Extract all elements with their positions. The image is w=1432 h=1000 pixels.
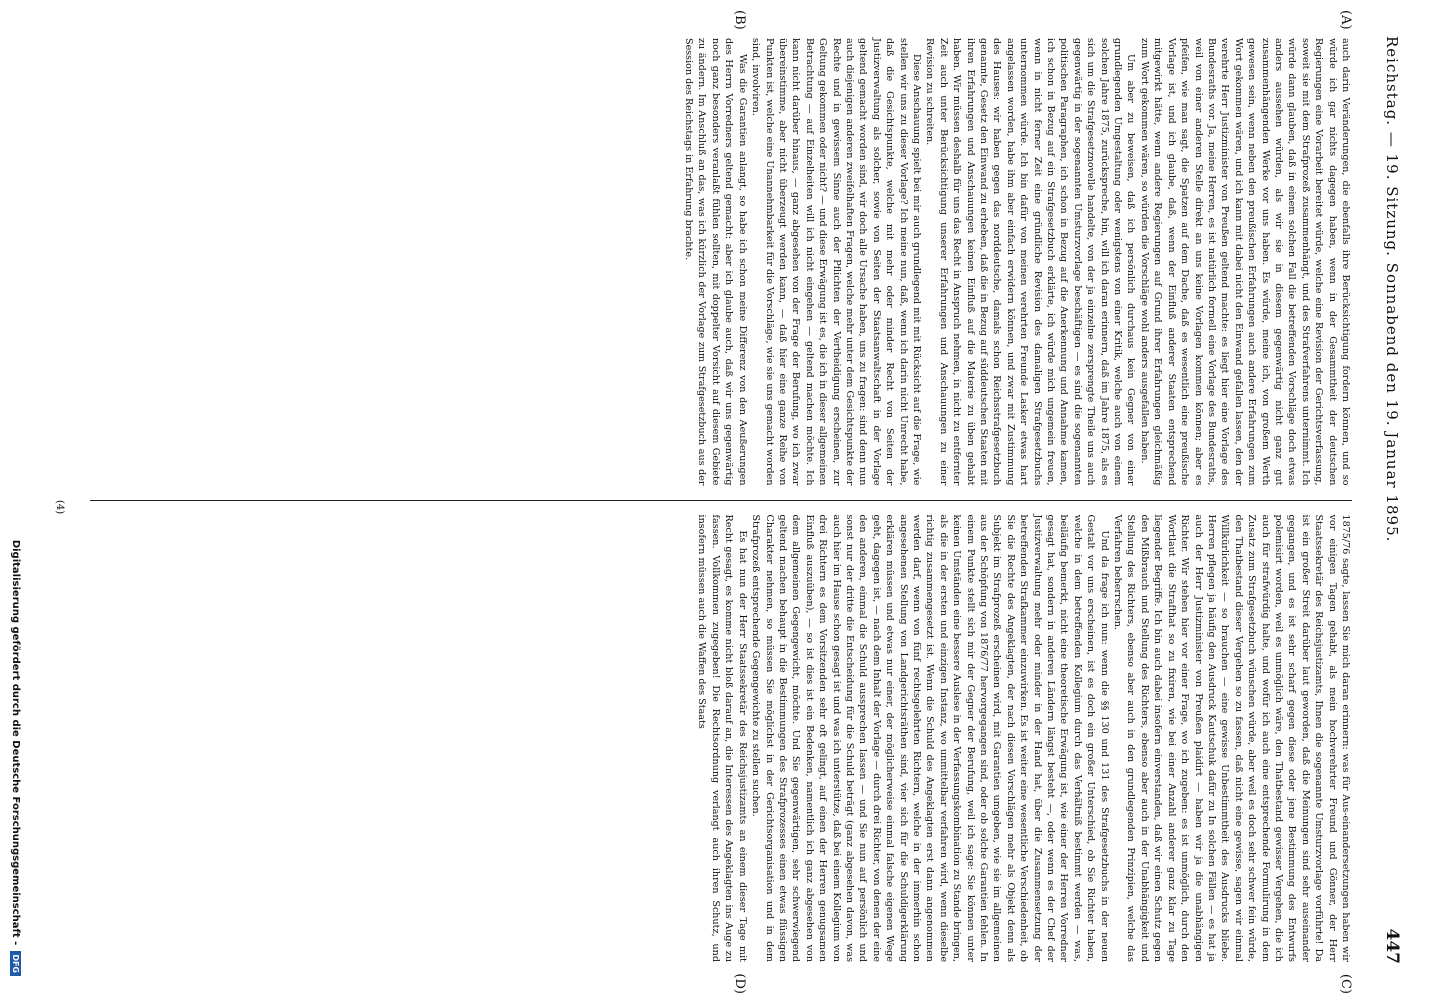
- paragraph: Was die Garantien anlangt, so habe ich schon meine Differenz von den Aeußerungen des Herrn Vorredners geltend gemacht: aber ich glaube auch, daß wir uns gegenwärtig noch ganz besonders veranlaßt fühlen sollten, mit doppelter Vorsicht auf diesem Gebiete zu ändern. Im Anschluß an das, was ich kürzlich der Vorlage zum Strafgesetzbuch aus der Session des Reichstags in Erfahrung brachte.: [683, 38, 748, 486]
- paragraph: Es hat nun der Herr Staatssekretär des Reichsjustizamts an einem dieser Tage mit Recht gesagt, es komme nicht bloß darauf an, die Interessen des Angeklagten ins Auge zu fassen. Vollkommen zugegeben! Die Rechtsordnung verlangt auch ihren Schutz, und insofern müssen auch die Waffen des Staats: [696, 514, 748, 962]
- margin-letter-a: (A): [1338, 10, 1353, 30]
- paragraph: Diese Anschauung spielt bei mir auch grundlegend mit mit Rücksicht auf die Frage, wie stellen wir uns zu dieser Vorlage? Ich meine nun, daß, wenn ich darin nicht Unrecht habe, daß die Gesichtspunkte, welche mit mehr oder minder Recht von Seiten der Justizverwaltung als solcher, sowie von Seiten der Staatsanwaltschaft in der Vorlage geltend gemacht worden sind, wir doch alle Ursache haben, uns zu fragen: sind denn nun auch diejenigen anderen zweifelhaften Fragen, welche mehr unter dem Gesichtspunkte der Rechte und in gewissem Sinne auch der Pflichten der Vertheidigung erscheinen, zur Geltung gekommen oder nicht? — und diese Erwägung ist es, die ich in dieser allgemeinen Betrachtung — auf Einzelheiten will ich nicht eingehen — geltend machen möchte. Ich kann nicht darüber hinaus, — ganz abgesehen von der Frage der Berufung, wo ich zwar übereinstimme, aber nicht überzeugt werden kann, — daß hier eine ganze Reihe von Punkten ist, welche eine Unannehmbarkeit für die Vorschläge, wie sie uns gemacht worden sind, involviren.: [750, 38, 922, 486]
- paragraph: Um aber zu beweisen, daß ich persönlich durchaus kein Gegner von einer grundlegenden Umgestaltung oder wenigstens von einer Kritik, welche auch von einem solchen Jahre 1875, zurückspreche, bin, will ich daran erinnern, daß im Jahre 1875, als es sich um die Strafgesetznovelle handelte, von der ja einzelne zersprengte Theile uns auch gegenwärtig in der sogenannten Umsturzvorlage beschäftigen — es sind die sogenannten politischen Paragraphen, ich schon in Bezug auf die Anerkennung und Annahme kamen, ich schon in Bezug auf ein Strafgesetzbuch erklärte, ich würde mich ungemein freuen, wenn in nicht ferner Zeit eine gründliche Revision des damaligen Strafgesetzbuchs unternommen würde. Ich bin dafür von meinen verehrten Freunde Lasker etwas hart angelassen worden, habe ihm aber einfach erwidern können, und zwar mit Zustimmung des Hauses: wir haben gegen das norddeutsche, damals schon Reichsstrafgesetzbuch genannte, Gesetz den Einwand zu erheben, daß die in Bezug auf süddeutschen Staaten mit ihren Erfahrungen und Anschauungen keinen Einfluß auf die Materie zu üben gehabt haben. Wir müssen deshalb für uns das Recht in Anspruch nehmen, in nicht zu entfernter Zeit auch unter Berücksichtigung unserer Erfahrungen und Anschauungen zu einer Revision zu schreiten.: [924, 38, 1137, 486]
- margin-letter-b: (B): [732, 10, 748, 30]
- margin-letter-c: (C): [1338, 973, 1353, 994]
- text-columns: [90, 10, 1353, 994]
- page-number: 447: [1382, 928, 1402, 964]
- digitization-text: Digitalisierung gefördert durch die Deutsche Forschungsgemeinschaft -: [10, 539, 21, 946]
- paragraph: 1875/76 sagte, lassen Sie mich daran erinnern: was für Aus-einandersetzungen haben wir vor einigen Tagen gehabt, als mein hochverehrter Freund und Gönner, der Herr Staatssekretär des Reichsjustizamts, Ihnen die sogenannte Umsturzvorlage vorführte! Da ist ein großer Streit darüber laut geworden, daß die Meinungen sind sehr auseinander gegangen, und es ist sehr scharf gegen diese oder jene Bestimmung des Entwurfs polemisirt worden, weil es unmöglich wäre, den Thatbestand gewisser Vergehen, die ich auch für strafwürdig halte, und wofür ich auch eine entsprechende Formulirung in dem Zusatz zum Strafgesetzbuch wünschen würde, aber weil es doch sehr schwer fein würde, den Thatbestand dieser Vergehen so zu fassen, daß nicht eine gewisse, sagen wir einmal Willkürlichkeit — so brauchen — eine gewisse Unbestimmtheit des Ausdrucks bliebe. Herren pflegen ja häufig den Ausdruck Kautschuk dafür zu In solchen Fällen — es hat ja auch der Herr Justizminister von Preußen plaidirt — haben wir ja die unabhängigen Richter. Wir stehen hier vor einer Frage, wo ich zugeben: es ist unmöglich, durch den Wortlaut die Strafthat so zu fixiren, wie bei einer Anzahl anderer ganz klar zu Tage liegender Begriffe. Ich bin auch dabei insofern einverstanden, daß wir einen Schutz gegen den Mißbrauch und Stellung des Richters, ebenso aber auch in der Unabhängigkeit und Stellung des Richters, ebenso aber auch in den grundlegenden Prinzipien, welche das Verfahren beherrschen.: [1112, 514, 1351, 962]
- dfg-logo: DFG: [10, 951, 21, 976]
- right-column: [90, 501, 1353, 994]
- paragraph: auch darin Veränderungen, die ebenfalls ihre Berücksichtigung fordern können, und so würde ich gar nichts dagegen haben, wenn in der Gesammtheit der deutschen Regierungen eine Vorarbeit bereitet würde, welche eine Revision der Gerichtsverfassung, soweit sie mit dem Strafprozeß zusammenhängt, und des Strafverfahrens unternimmt. Ich würde dann glauben, daß in einem solchen Fall die betreffenden Vorschläge doch etwas anders aussehen würden, als wir sie in diesem gegenwärtig nicht ganz gut zusammenhängenden Werke vor uns haben. Es würde, meine ich, von großem Werth gewesen sein, wenn neben den preußischen Erfahrungen auch andere Erfahrungen zum Wort gekommen wären, und ich kann mit dabei nicht den Einwand gefallen lassen, den der verehrte Herr Justizminister von Preußen geltend machte: es liegt hier eine Vorlage des Bundesraths vor. Ja, meine Herren, es ist natürlich formell eine Vorlage des Bundesraths, weil von einer anderen Stelle direkt an uns keine Vorlagen kommen können; aber es pfeifen, wie man sagt, die Spatzen auf dem Dache, daß es wesentlich eine preußische Vorlage ist, und ich glaube, daß, wenn der Einfluß anderer Staaten entsprechend mitgewirkt hätte, wenn andere Regierungen auf Grund ihrer Erfahrungen gleichmäßig zum Wort gekommen wären, so würden die Vorschläge wohl anders ausgefallen haben.: [1138, 38, 1351, 486]
- paragraph: Und da frage ich nun: wenn die §§ 130 und 131 des Strafgesetzbuchs in der neuen Gestalt vor uns erscheinen, ist es doch ein großer Unterschied, ob Sie Richter haben, welche in dem betreffenden Kollegium durch das Verhältniß bestimmt werden — was, beiläufig bemerkt, nicht eine theoretische Erwägung ist, wie einer der Herren Vorredner gesagt hat, sondern in anderen Ländern längst besteht —, oder wenn es der Chef der Justizverwaltung mehr oder minder in der Hand hat, über die Zusammensetzung der betreffenden Strafkammer einzuwirken. Es ist weiter eine wesentliche Verschiedenheit, ob Sie die Rechte des Angeklagten, der nach diesen Vorschlägen mehr als Objekt denn als Subjekt im Strafprozeß erscheinen wird, mit Garantien umgeben, wie sie im allgemeinen aus der Schöpfung von 1876/77 hervorgegangen sind, oder ob solche Garantien fehlen. In einem Punkte stellt sich mir der Gegner der Berufung, weil ich sage: Sie können unter keinen Umständen eine bessere Auslese in der Verfassungskombination zu Stande bringen, als die in der ersten und einzigen Instanz, wo unmittelbar verfahren wird, wenn dieselbe richtig zusammengesetzt ist. Wenn die Schuld des Angeklagten erst dann angenommen werden darf, wenn von fünf rechtsgelehrten Richtern, welche in der immerhin schon angesehenen Stellung von Landgerichtsräthen sind, vier sich für die Schuldigerklärung erklären müssen und etwas nur einer, der möglicherweise einmal falsche eigenen Wege geht, dagegen ist, — nach dem Inhalt der Vorlage — durch drei Richter, von denen der eine den anderen, einmal die Schuld aussprechen lassen — und Sie nun auf persönlich und sonst nur der dritte die Entscheidung für die Schuld beträgt (ganz abgesehen davon, was auch hier im Hause schon gesagt ist und was ich unterstütze, daß bei einem Kollegium von drei Richtern es dem Vorsitzenden sehr oft gelingt, auf einen der Herren genugsamen Einfluß auszuüben), — so ist dies ist ein Bedenken, namentlich ich ganz abgesehen von dem allgemeinen Gegengewicht, möchte. Und Sie gegenwärtigen, sehr schwerwiegend geltend machen behaupt in die Bestimmungen des Strafprozesses einen etwas flüssigen Charakter nehmen, so müssen Sie möglichst in der Gerichtsorganisation und in dem Strafprozeß entsprechende Gegengewichte zu stellen suchen.: [750, 514, 1110, 962]
- margin-letter-d: (D): [732, 973, 748, 994]
- digitization-note: [10, 24, 21, 976]
- running-head: [1376, 24, 1402, 976]
- page-foot-mark: (4): [54, 500, 65, 515]
- left-column: [90, 10, 1353, 500]
- running-head-title: Reichstag. — 19. Sitzung. Sonnabend den 19. Januar 1895.: [1383, 36, 1401, 543]
